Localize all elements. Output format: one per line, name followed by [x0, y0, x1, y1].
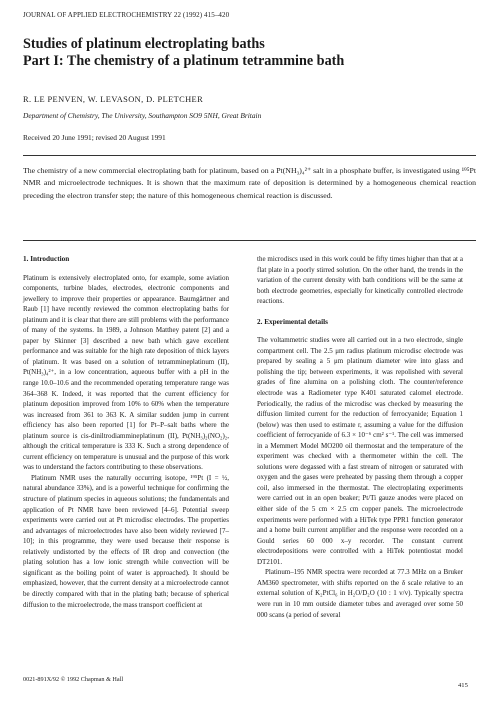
abstract-top-rule — [23, 155, 476, 156]
received-dates: Received 20 June 1991; revised 20 August 1991 — [23, 133, 166, 142]
page-number: 415 — [458, 682, 468, 689]
experimental-paragraph-1: The voltammetric studies were all carried out in a two electrode, single compartment cell. The 2.5 μm radius platinum microdisc electrode was prepared by sealing a 5 μm platinum diameter wire into glass and polishing the tip; between experiments, it was repolished with several grades of fine alumina on a polishing cloth. The counter/reference electrode was a Radiometer type K401 saturated calomel electrode. Periodically, the radius of the microdisc was checked by measuring the diffusion limited current for the reduction of ferrocyanide; Equation 1 (below) was then used to estimate r, assuming a value for the diffusion coefficient of ferrocyanide of 6.3 × 10⁻⁶ cm² s⁻¹. The cell was immersed in a Memmert Model MO200 oil thermostat and the temperature of the experiment was checked with a thermometer within the cell. The solutions were degassed with a fast stream of nitrogen or saturated with oxygen and the gases were preheated by passing them through a copper coil, also immersed in the thermostat. The electroplating experiments were carried out in an open beaker; Pt/Ti gauze anodes were placed on either side of the 5 cm × 2.5 cm copper panels. The microelectrode experiments were performed with a HiTek type PPR1 function generator and a home built current amplifier and the response were recorded on a Gould series 60 000 x–y recorder. The constant current electrodepositions were controlled with a HiTek potentiostat model DT2101. — [257, 336, 463, 566]
abstract-bottom-rule — [23, 240, 476, 241]
copyright-footer: 0021-891X/92 © 1992 Chapman & Hall — [23, 676, 124, 683]
left-column — [23, 254, 229, 610]
intro-paragraph-2: Platinum NMR uses the naturally occurring isotope, ¹⁹⁵Pt (I = ½, natural abundance 33%), and is a powerful technique for confirming the structure of platinum species in aqueous solutions; the fundamentals and application of Pt NMR have been reviewed [4–6]. Potential sweep experiments were carried out at Pt microdisc electrodes. The properties and advantages of microelectrodes have also been widely reviewed [7–10]; in this programme, they were used because their response is relatively undistorted by the effects of IR drop and convection (the plating solution has a low ionic strength while convection will be significant as the boiling point of water is approached). It should be emphasized, however, that the current density at a microelectrode cannot be directly compared with that in the plating bath; because of spherical diffusion to the microelectrode, the mass transport coefficient at — [23, 473, 229, 609]
section-heading-experimental: 2. Experimental details — [257, 317, 328, 326]
right-column — [257, 254, 463, 620]
intro-paragraph-continued: the microdiscs used in this work could be fifty times higher than that at a flat plate in a poorly stirred solution. On the other hand, the trends in the variation of the current density with bath conditions will be the same at both electrode geometries, especially for kinetically controlled electrode reactions. — [257, 255, 463, 306]
abstract: The chemistry of a new commercial electroplating bath for platinum, based on a Pt(NH₃)₄²⁺ salt in a phosphate buffer, is investigated using ¹⁹⁵Pt NMR and microelectrode techniques. It is shown that the maximum rate of deposition is determined by a homogeneous chemical reaction preceding the electron transfer step; the nature of this homogeneous chemical reaction is discussed. — [23, 166, 476, 200]
intro-paragraph-1: Platinum is extensively electroplated onto, for example, some aviation components, turbine blades, electrodes, electronic components and jewellery to improve their properties or appearance. Baumgärtner and Raub [1] have recently reviewed the common electroplating baths for platinum and it is clear that there are still problems with the performance of many of the systems. In 1989, a Johnson Matthey patent [2] and a paper by Skinner [3] described a new bath which gave excellent performance and was suitable for the high rate deposition of thick layers of platinum. It was based on a solution of tetrammineplatinum (II), Pt(NH₃)₄²⁺, in a low concentration, aqueous buffer with a pH in the range 10.0–10.6 and the recommended operating temperature range was 364–368 K. Indeed, it was reported that the current efficiency for platinum deposition improved from 10% to 60% when the temperature was increased from 361 to 363 K. A similar sudden jump in current efficiency has also been reported [1] for Pt–P–salt baths where the platinum source is cis-diniltrodiammineplatinum (II), Pt(NH₃)₂(NO₂)₂, although the critical temperature is 333 K. Such a strong dependence of current efficiency on temperature is unusual and the purpose of this work was to understand the factors contributing to these observations. — [23, 273, 229, 472]
article-title — [23, 36, 483, 70]
section-heading-introduction: 1. Introduction — [23, 255, 70, 263]
affiliation: Department of Chemistry, The University, Southampton SO9 5NH, Great Britain — [23, 111, 262, 120]
authors: R. LE PENVEN, W. LEVASON, D. PLETCHER — [23, 95, 204, 104]
title-line-2: Part I: The chemistry of a platinum tetrammine bath — [23, 53, 345, 69]
experimental-paragraph-2: Platinum–195 NMR spectra were recorded at 77.3 MHz on a Bruker AM360 spectrometer, with shifts reported on the δ scale relative to an external solution of K₂PtCl₆ in H₂O/D₂O (10 : 1 v/v). Typically spectra were run in 10 mm outside diameter tubes and averaged over some 50 000 scans (a period of several — [257, 568, 463, 619]
title-line-1: Studies of platinum electroplating baths — [23, 36, 265, 52]
journal-header: JOURNAL OF APPLIED ELECTROCHEMISTRY 22 (1992) 415–420 — [23, 11, 230, 19]
